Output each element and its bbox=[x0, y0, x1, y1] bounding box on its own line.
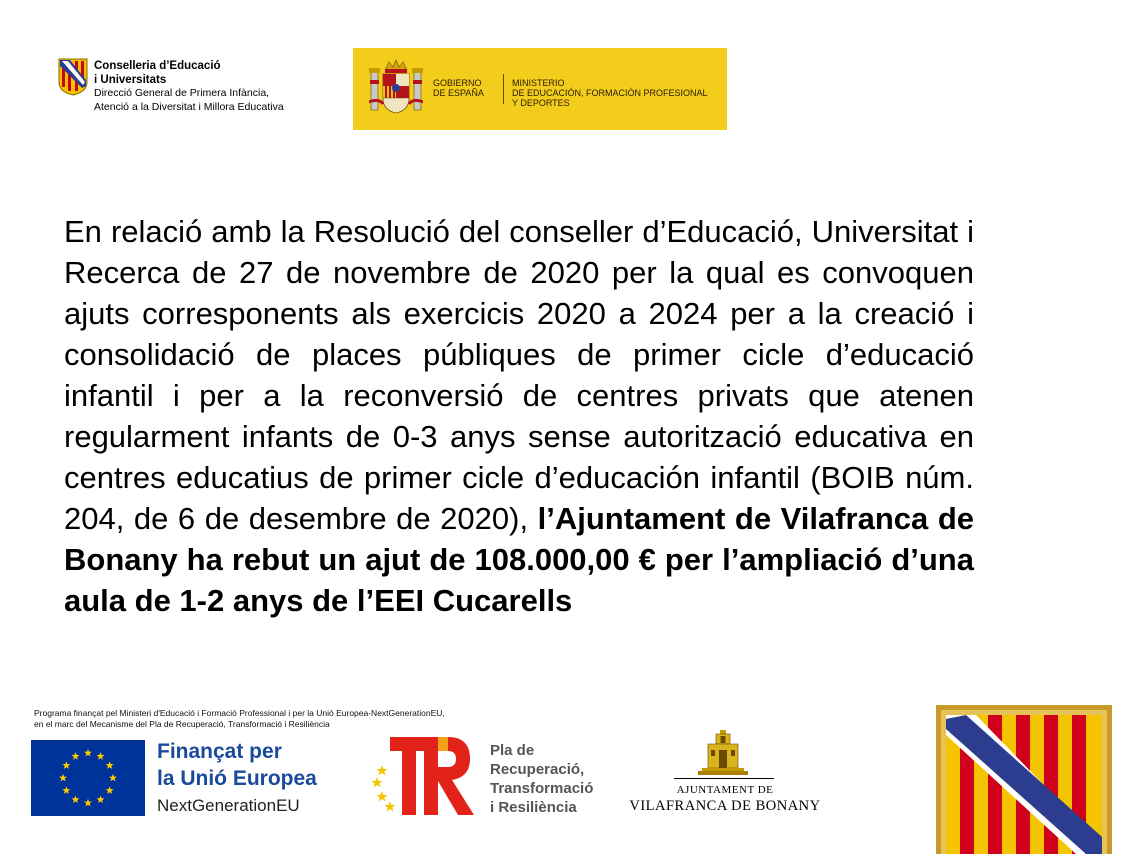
balearic-flag-icon bbox=[936, 705, 1112, 854]
prtr-line-3: Transformació bbox=[490, 780, 594, 797]
funding-note-line-1: Programa finançat pel Ministeri d'Educació i Formació Professional i per la Unió Europea-NextGenerationEU, bbox=[34, 708, 445, 718]
spain-coat-of-arms-icon bbox=[369, 58, 423, 120]
prtr-line-1: Pla de bbox=[490, 742, 535, 759]
prtr-label bbox=[490, 741, 593, 817]
announcement-text bbox=[64, 211, 974, 621]
eu-line-3: NextGenerationEU bbox=[157, 796, 300, 815]
conselleria-name: Conselleria d’Educació bbox=[94, 60, 221, 72]
ministerio-line-1: MINISTERIO bbox=[512, 78, 565, 88]
town-hall-icon bbox=[698, 730, 748, 776]
ajuntament-logo bbox=[620, 730, 830, 820]
eu-funding-label bbox=[157, 738, 317, 818]
ajuntament-divider bbox=[674, 778, 774, 779]
conselleria-logo bbox=[58, 58, 358, 128]
conselleria-name-2: i Universitats bbox=[94, 73, 167, 86]
announcement-regular: En relació amb la Resolució del conseller d’Educació, Universitat i Recerca de 27 de novembre de 2020 per la qual es convoquen ajuts corresponents als exercicis 2020 a 2024 per a la creació i consolidació de places públiques de primer cicle d’educació infantil i per a la reconversió de centres privats que atenen regularment infants de 0-3 anys sense autorització educativa en centres educatius de primer cicle d’educación infantil (BOIB núm. 204, de 6 de desembre de 2020), bbox=[64, 214, 974, 536]
ajuntament-line-2: VILAFRANCA DE BONANY bbox=[629, 798, 821, 814]
eu-line-2: la Unió Europea bbox=[157, 767, 317, 790]
balearic-shield-icon bbox=[58, 58, 88, 96]
gobierno-espana-logo bbox=[353, 48, 727, 130]
prtr-line-4: i Resiliència bbox=[490, 799, 577, 816]
funding-note-line-2: en el marc del Mecanisme del Pla de Recuperació, Transformació i Resiliència bbox=[34, 719, 330, 729]
gobierno-line-2: DE ESPAÑA bbox=[433, 88, 484, 98]
eu-flag-icon bbox=[31, 740, 145, 816]
ajuntament-line-1: AJUNTAMENT DE bbox=[676, 784, 774, 796]
eu-line-1: Finançat per bbox=[157, 740, 282, 763]
ministerio-line-2: DE EDUCACIÓN, FORMACIÓN PROFESIONAL bbox=[512, 88, 708, 98]
direccio-general: Direcció General de Primera Infància, bbox=[94, 87, 270, 99]
prtr-logo-icon bbox=[370, 735, 482, 817]
announcement-bold: l’Ajuntament de Vilafranca de Bonany ha rebut un ajut de 108.000,00 € per l’ampliació d’una aula de 1-2 anys de l’EEI Cucarells bbox=[64, 501, 975, 618]
ministerio-line-3: Y DEPORTES bbox=[512, 98, 570, 108]
prtr-line-2: Recuperació, bbox=[490, 761, 585, 778]
direccio-general-2: Atenció a la Diversitat i Millora Educativa bbox=[94, 100, 284, 113]
funding-note bbox=[34, 708, 445, 730]
gobierno-divider bbox=[503, 74, 504, 104]
gobierno-line-1: GOBIERNO bbox=[433, 78, 482, 88]
